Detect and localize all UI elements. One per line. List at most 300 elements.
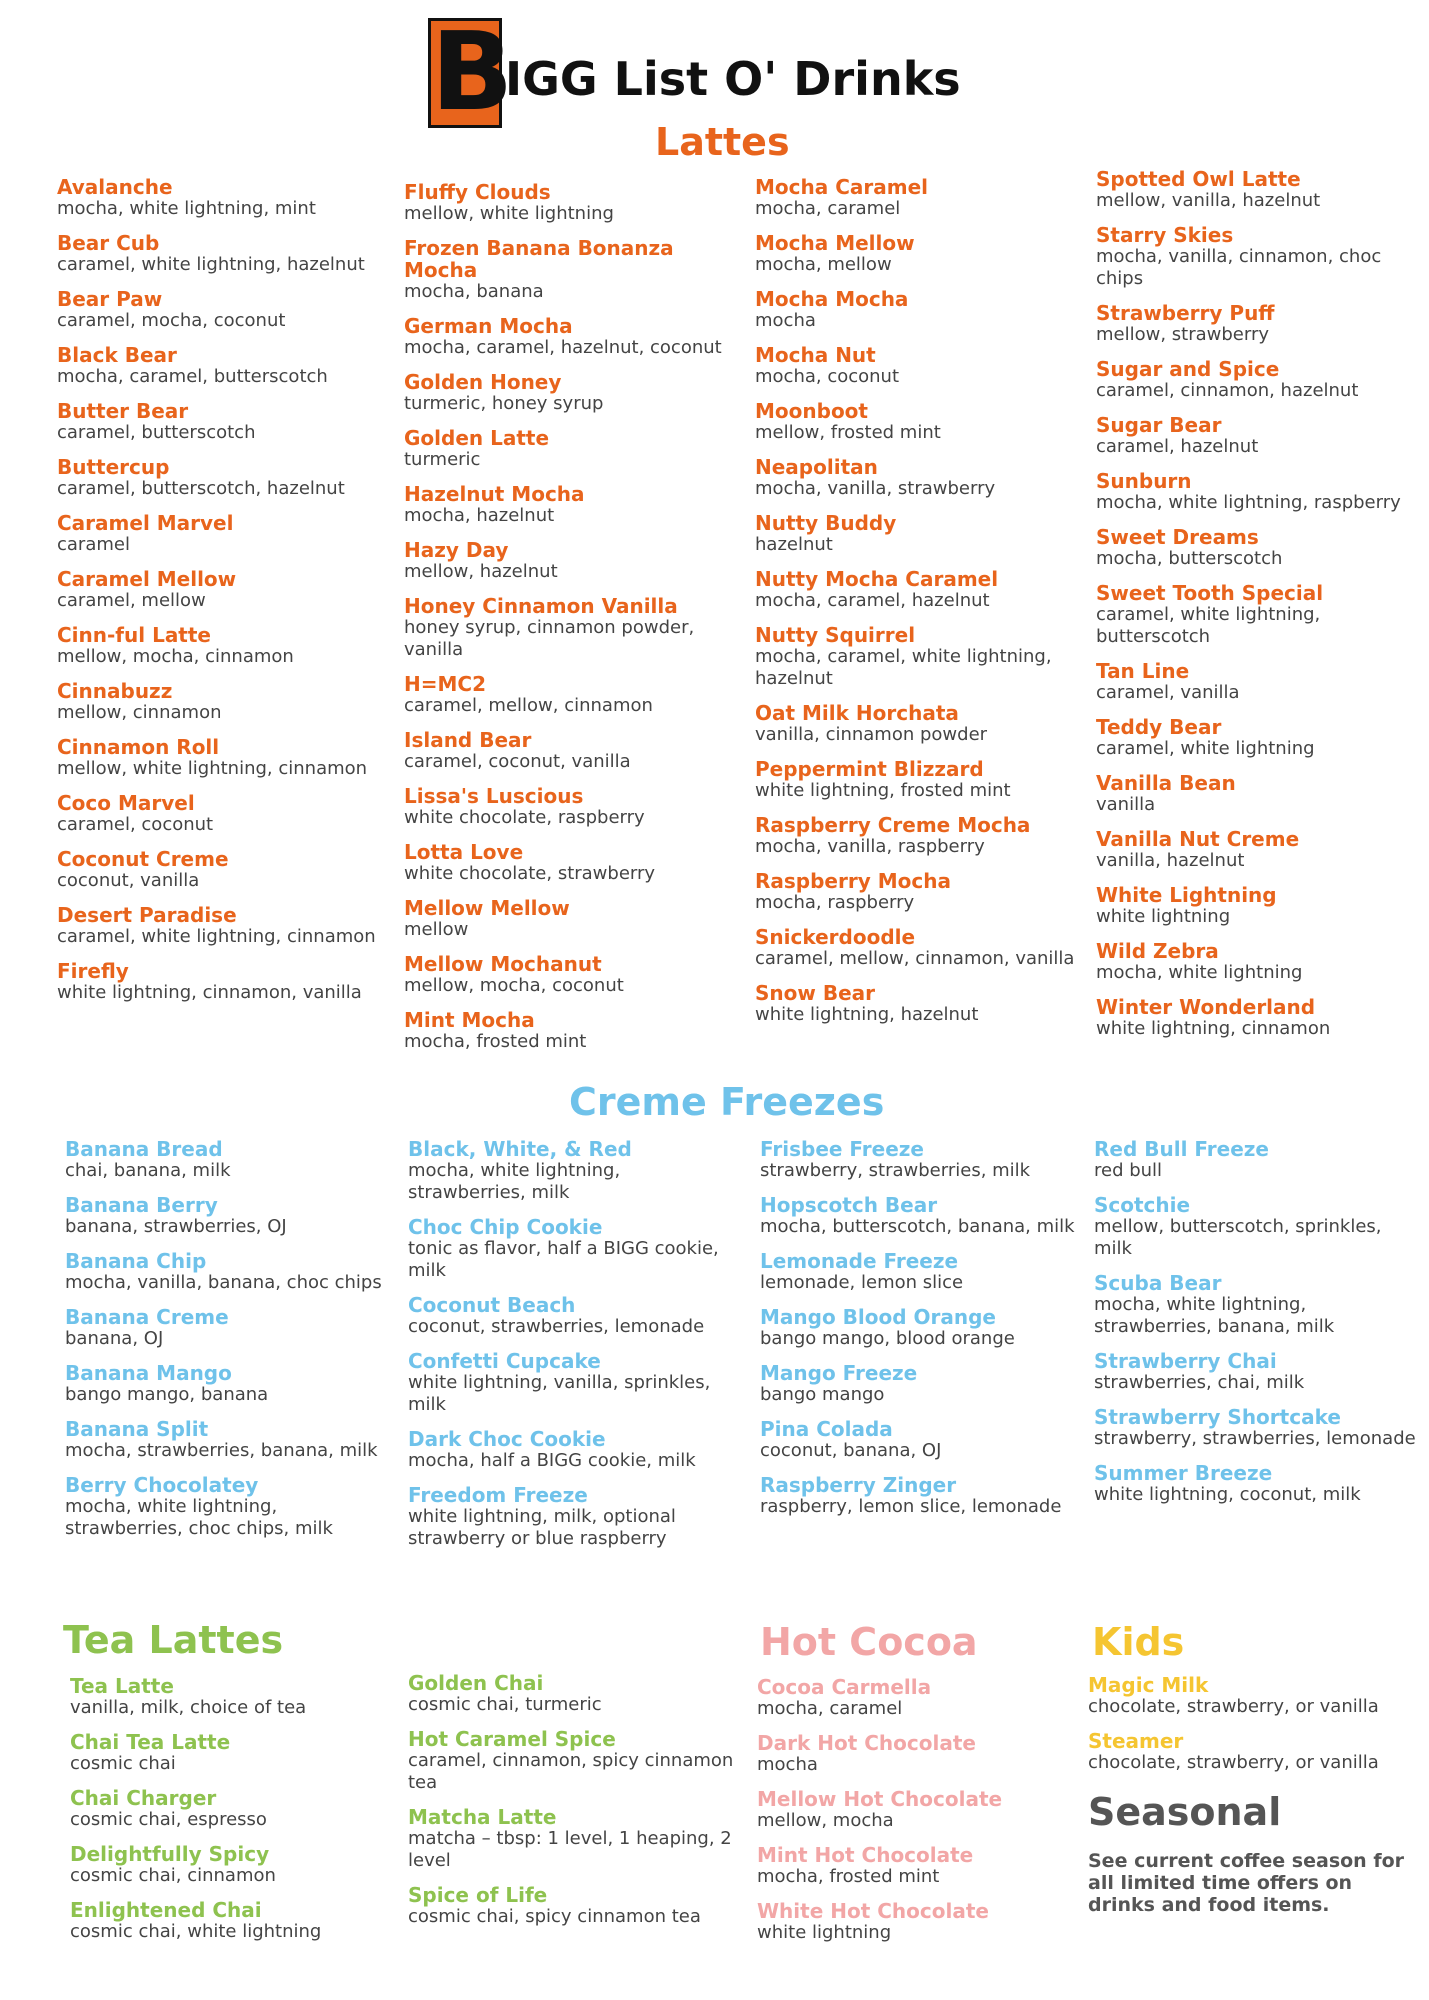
- drink-name: Summer Breeze: [1094, 1461, 1273, 1485]
- drink-ingredients: caramel, butterscotch, hazelnut: [57, 478, 345, 499]
- drink-name: Sugar Bear: [1096, 413, 1222, 437]
- drink-name: Coconut Creme: [57, 847, 229, 871]
- drink-name: Golden Latte: [404, 426, 550, 450]
- drink-ingredients: mocha: [755, 310, 816, 331]
- drink-ingredients: mellow, strawberry: [1096, 324, 1270, 345]
- drink-ingredients: mocha, caramel: [757, 1698, 903, 1719]
- drink-name: German Mocha: [404, 314, 573, 338]
- menu-item: [760, 1194, 1090, 1238]
- drink-name: Tea Latte: [70, 1674, 174, 1698]
- menu-item: [755, 870, 1085, 914]
- drink-ingredients: hazelnut: [755, 534, 833, 555]
- menu-item: [70, 1787, 400, 1831]
- drink-ingredients: mocha, frosted mint: [404, 1031, 587, 1052]
- drink-ingredients: strawberries, chai, milk: [1094, 1372, 1305, 1393]
- menu-item: [65, 1362, 395, 1406]
- drink-name: Steamer: [1088, 1729, 1184, 1753]
- menu-item: [404, 483, 734, 527]
- drink-ingredients: matcha – tbsp: 1 level, 1 heaping, 2 level: [408, 1828, 732, 1871]
- drink-ingredients: mocha, caramel, butterscotch: [57, 366, 328, 387]
- drink-name: Coconut Beach: [408, 1293, 576, 1317]
- menu-item: [1094, 1350, 1424, 1394]
- drink-ingredients: caramel, mellow, cinnamon: [404, 695, 653, 716]
- drink-name: Lissa's Luscious: [404, 784, 584, 808]
- drink-ingredients: bango mango, banana: [65, 1384, 269, 1405]
- menu-item: [404, 181, 734, 225]
- creme-freezes-heading: Creme Freezes: [569, 1080, 885, 1124]
- drink-name: Banana Creme: [65, 1305, 229, 1329]
- menu-item: [755, 568, 1085, 612]
- drink-ingredients: caramel, cinnamon, spicy cinnamon tea: [408, 1750, 734, 1793]
- menu-item: [404, 315, 734, 359]
- menu-item: [1096, 716, 1426, 760]
- drink-name: Hazelnut Mocha: [404, 482, 585, 506]
- menu-item: [760, 1138, 1090, 1182]
- menu-item: [757, 1732, 1087, 1776]
- drink-name: Starry Skies: [1096, 223, 1234, 247]
- menu-item: [755, 232, 1085, 276]
- drink-name: Caramel Mellow: [57, 567, 237, 591]
- kids-heading: Kids: [1092, 1620, 1185, 1664]
- drink-name: Fluffy Clouds: [404, 180, 551, 204]
- menu-item: [57, 568, 387, 612]
- drink-ingredients: mocha, strawberries, banana, milk: [65, 1440, 378, 1461]
- drink-name: Sugar and Spice: [1096, 357, 1280, 381]
- drink-name: Enlightened Chai: [70, 1898, 262, 1922]
- drink-name: Banana Bread: [65, 1137, 223, 1161]
- drink-ingredients: white lightning, cinnamon: [1096, 1018, 1331, 1039]
- drink-ingredients: caramel, mellow: [57, 590, 206, 611]
- drink-name: Buttercup: [57, 455, 170, 479]
- menu-item: [57, 344, 387, 388]
- drink-ingredients: vanilla, cinnamon powder: [755, 724, 988, 745]
- drink-name: Banana Mango: [65, 1361, 232, 1385]
- drink-ingredients: mocha, vanilla, strawberry: [755, 478, 996, 499]
- drink-ingredients: mocha, white lightning, strawberries, choc chips, milk: [65, 1496, 333, 1539]
- drink-ingredients: caramel, mocha, coconut: [57, 310, 286, 331]
- menu-item: [755, 702, 1085, 746]
- page-title: IGG List O' Drinks: [505, 52, 961, 106]
- drink-ingredients: caramel, coconut: [57, 814, 214, 835]
- menu-item: [70, 1731, 400, 1775]
- drink-ingredients: mocha, vanilla, cinnamon, choc chips: [1096, 246, 1382, 289]
- menu-item: [755, 814, 1085, 858]
- menu-item: [760, 1306, 1090, 1350]
- drink-name: Bear Paw: [57, 287, 163, 311]
- drink-name: Golden Chai: [408, 1671, 544, 1695]
- drink-ingredients: honey syrup, cinnamon powder, vanilla: [404, 617, 695, 660]
- drink-name: White Lightning: [1096, 883, 1277, 907]
- drink-name: Spotted Owl Latte: [1096, 167, 1301, 191]
- menu-item: [755, 288, 1085, 332]
- menu-item: [755, 176, 1085, 220]
- drink-name: Mellow Hot Chocolate: [757, 1787, 1003, 1811]
- menu-item: [57, 848, 387, 892]
- drink-name: Black Bear: [57, 343, 177, 367]
- menu-item: [1096, 414, 1426, 458]
- menu-item: [70, 1899, 400, 1943]
- drink-name: Avalanche: [57, 175, 173, 199]
- drink-ingredients: caramel, mellow, cinnamon, vanilla: [755, 948, 1075, 969]
- drink-ingredients: mocha, white lightning, raspberry: [1096, 492, 1401, 513]
- menu-item: [404, 729, 734, 773]
- drink-name: Magic Milk: [1088, 1673, 1209, 1697]
- drink-ingredients: mocha, caramel, white lightning, hazelnut: [755, 646, 1052, 689]
- menu-item: [1096, 772, 1426, 816]
- drink-ingredients: mocha, banana: [404, 281, 544, 302]
- menu-item: [65, 1418, 395, 1462]
- drink-ingredients: mellow, white lightning: [404, 203, 614, 224]
- drink-name: Oat Milk Horchata: [755, 701, 959, 725]
- drink-ingredients: cosmic chai, white lightning: [70, 1921, 322, 1942]
- drink-name: Mint Mocha: [404, 1008, 535, 1032]
- drink-ingredients: mocha, half a BIGG cookie, milk: [408, 1450, 696, 1471]
- menu-item: [404, 897, 734, 941]
- tea-column-2: [408, 1672, 738, 1940]
- drink-name: Confetti Cupcake: [408, 1349, 601, 1373]
- drink-name: Firefly: [57, 959, 129, 983]
- drink-ingredients: mocha, butterscotch, banana, milk: [760, 1216, 1075, 1237]
- menu-item: [408, 1728, 738, 1794]
- drink-name: Lotta Love: [404, 840, 524, 864]
- drink-name: Matcha Latte: [408, 1805, 557, 1829]
- drink-name: Mocha Caramel: [755, 175, 928, 199]
- drink-name: Mint Hot Chocolate: [757, 1843, 974, 1867]
- drink-ingredients: chocolate, strawberry, or vanilla: [1088, 1696, 1379, 1717]
- drink-name: Wild Zebra: [1096, 939, 1219, 963]
- drink-name: Snow Bear: [755, 981, 875, 1005]
- drink-name: Winter Wonderland: [1096, 995, 1316, 1019]
- menu-item: [1094, 1138, 1424, 1182]
- menu-item: [57, 232, 387, 276]
- drink-name: Teddy Bear: [1096, 715, 1222, 739]
- lattes-column-2: [404, 181, 734, 1065]
- drink-name: Banana Chip: [65, 1249, 207, 1273]
- drink-name: Choc Chip Cookie: [408, 1215, 603, 1239]
- menu-item: [57, 736, 387, 780]
- lattes-heading: Lattes: [655, 120, 790, 164]
- drink-name: Coco Marvel: [57, 791, 195, 815]
- drink-ingredients: white lightning, vanilla, sprinkles, milk: [408, 1372, 711, 1415]
- drink-ingredients: mellow, butterscotch, sprinkles, milk: [1094, 1216, 1382, 1259]
- drink-ingredients: mocha, raspberry: [755, 892, 915, 913]
- drink-name: Moonboot: [755, 399, 868, 423]
- drink-ingredients: raspberry, lemon slice, lemonade: [760, 1496, 1062, 1517]
- drink-name: Bear Cub: [57, 231, 160, 255]
- drink-ingredients: white chocolate, raspberry: [404, 807, 645, 828]
- menu-item: [1088, 1730, 1418, 1774]
- menu-item: [408, 1138, 738, 1204]
- drink-ingredients: coconut, strawberries, lemonade: [408, 1316, 705, 1337]
- drink-ingredients: mellow, frosted mint: [755, 422, 941, 443]
- drink-name: Freedom Freeze: [408, 1483, 588, 1507]
- drink-name: Dark Hot Chocolate: [757, 1731, 976, 1755]
- menu-item: [65, 1194, 395, 1238]
- drink-name: Chai Charger: [70, 1786, 217, 1810]
- drink-ingredients: vanilla, milk, choice of tea: [70, 1697, 307, 1718]
- menu-item: [1096, 884, 1426, 928]
- menu-item: [408, 1216, 738, 1282]
- menu-item: [1096, 828, 1426, 872]
- creme-column-2: [408, 1138, 738, 1562]
- drink-ingredients: mellow, mocha, coconut: [404, 975, 624, 996]
- drink-ingredients: mocha, white lightning, mint: [57, 198, 316, 219]
- drink-name: Banana Berry: [65, 1193, 218, 1217]
- menu-item: [65, 1138, 395, 1182]
- drink-name: Strawberry Shortcake: [1094, 1405, 1341, 1429]
- drink-ingredients: caramel: [57, 534, 130, 555]
- lattes-column-1: [57, 176, 387, 1016]
- drink-ingredients: coconut, vanilla: [57, 870, 200, 891]
- drink-ingredients: coconut, banana, OJ: [760, 1440, 942, 1461]
- menu-item: [1096, 302, 1426, 346]
- drink-name: Hazy Day: [404, 538, 509, 562]
- drink-ingredients: mocha, white lightning: [1096, 962, 1303, 983]
- drink-ingredients: white lightning: [757, 1922, 892, 1943]
- drink-name: Nutty Mocha Caramel: [755, 567, 999, 591]
- drink-ingredients: white chocolate, strawberry: [404, 863, 656, 884]
- drink-ingredients: cosmic chai, spicy cinnamon tea: [408, 1906, 701, 1927]
- drink-ingredients: mellow: [404, 919, 469, 940]
- drink-name: Delightfully Spicy: [70, 1842, 270, 1866]
- menu-item: [755, 512, 1085, 556]
- menu-item: [65, 1306, 395, 1350]
- menu-item: [1094, 1462, 1424, 1506]
- menu-item: [404, 595, 734, 661]
- drink-ingredients: mocha, butterscotch: [1096, 548, 1283, 569]
- drink-name: Mango Blood Orange: [760, 1305, 996, 1329]
- menu-item: [404, 785, 734, 829]
- drink-name: Strawberry Puff: [1096, 301, 1275, 325]
- drink-ingredients: cosmic chai, turmeric: [408, 1694, 602, 1715]
- drink-name: Sunburn: [1096, 469, 1192, 493]
- drink-ingredients: chai, banana, milk: [65, 1160, 231, 1181]
- drink-ingredients: white lightning, frosted mint: [755, 780, 1011, 801]
- menu-item: [57, 456, 387, 500]
- drink-ingredients: caramel, butterscotch: [57, 422, 256, 443]
- drink-ingredients: mellow, cinnamon: [57, 702, 222, 723]
- drink-ingredients: caramel, coconut, vanilla: [404, 751, 631, 772]
- drink-ingredients: banana, strawberries, OJ: [65, 1216, 287, 1237]
- logo-letter: B: [431, 10, 514, 135]
- lattes-column-3: [755, 176, 1085, 1038]
- drink-name: Cinn-ful Latte: [57, 623, 211, 647]
- drink-ingredients: mocha, white lightning, strawberries, banana, milk: [1094, 1294, 1335, 1337]
- drink-ingredients: white lightning, coconut, milk: [1094, 1484, 1361, 1505]
- creme-column-1: [65, 1138, 395, 1552]
- menu-item: [404, 953, 734, 997]
- drink-ingredients: cosmic chai: [70, 1753, 176, 1774]
- menu-item: [1096, 358, 1426, 402]
- kids-column: [1088, 1674, 1418, 1786]
- creme-column-3: [760, 1138, 1090, 1530]
- menu-item: [755, 926, 1085, 970]
- drink-name: Nutty Squirrel: [755, 623, 916, 647]
- menu-item: [760, 1250, 1090, 1294]
- menu-item: [1096, 168, 1426, 212]
- menu-item: [57, 512, 387, 556]
- drink-name: Neapolitan: [755, 455, 878, 479]
- creme-column-4: [1094, 1138, 1424, 1518]
- drink-ingredients: mocha, coconut: [755, 366, 900, 387]
- drink-ingredients: mocha, hazelnut: [404, 505, 555, 526]
- drink-ingredients: mellow, mocha, cinnamon: [57, 646, 294, 667]
- drink-ingredients: mocha, frosted mint: [757, 1866, 940, 1887]
- drink-ingredients: mocha: [757, 1754, 818, 1775]
- drink-name: Mango Freeze: [760, 1361, 918, 1385]
- menu-item: [1096, 996, 1426, 1040]
- drink-name: Banana Split: [65, 1417, 209, 1441]
- drink-name: Sweet Tooth Special: [1096, 581, 1324, 605]
- menu-item: [57, 400, 387, 444]
- hot-cocoa-heading: Hot Cocoa: [760, 1620, 978, 1664]
- drink-name: Cinnamon Roll: [57, 735, 220, 759]
- drink-name: Cocoa Carmella: [757, 1675, 932, 1699]
- drink-ingredients: vanilla, hazelnut: [1096, 850, 1245, 871]
- menu-item: [760, 1474, 1090, 1518]
- drink-name: Caramel Marvel: [57, 511, 234, 535]
- drink-name: Hopscotch Bear: [760, 1193, 938, 1217]
- menu-item: [1096, 582, 1426, 648]
- menu-item: [65, 1250, 395, 1294]
- menu-item: [757, 1900, 1087, 1944]
- menu-item: [57, 288, 387, 332]
- drink-ingredients: caramel, cinnamon, hazelnut: [1096, 380, 1359, 401]
- menu-item: [408, 1350, 738, 1416]
- drink-name: Strawberry Chai: [1094, 1349, 1277, 1373]
- drink-name: Raspberry Mocha: [755, 869, 951, 893]
- drink-ingredients: strawberry, strawberries, lemonade: [1094, 1428, 1416, 1449]
- menu-item: [1094, 1272, 1424, 1338]
- menu-item: [1096, 526, 1426, 570]
- drink-ingredients: banana, OJ: [65, 1328, 164, 1349]
- drink-ingredients: caramel, white lightning, butterscotch: [1096, 604, 1321, 647]
- lattes-column-4: [1096, 168, 1426, 1052]
- drink-ingredients: caramel, white lightning, hazelnut: [57, 254, 365, 275]
- drink-name: Island Bear: [404, 728, 532, 752]
- drink-ingredients: strawberry, strawberries, milk: [760, 1160, 1031, 1181]
- drink-ingredients: vanilla: [1096, 794, 1156, 815]
- menu-item: [404, 539, 734, 583]
- drink-ingredients: red bull: [1094, 1160, 1163, 1181]
- drink-ingredients: cosmic chai, espresso: [70, 1809, 267, 1830]
- menu-item: [408, 1806, 738, 1872]
- drink-name: Vanilla Nut Creme: [1096, 827, 1300, 851]
- drink-name: Golden Honey: [404, 370, 562, 394]
- menu-item: [1096, 470, 1426, 514]
- drink-name: Black, White, & Red: [408, 1137, 632, 1161]
- drink-name: Honey Cinnamon Vanilla: [404, 594, 678, 618]
- menu-item: [57, 960, 387, 1004]
- menu-item: [408, 1672, 738, 1716]
- hot-cocoa-column: [757, 1676, 1087, 1956]
- drink-ingredients: lemonade, lemon slice: [760, 1272, 964, 1293]
- drink-ingredients: white lightning, hazelnut: [755, 1004, 979, 1025]
- drink-ingredients: turmeric: [404, 449, 481, 470]
- menu-item: [70, 1843, 400, 1887]
- menu-item: [755, 344, 1085, 388]
- drink-ingredients: turmeric, honey syrup: [404, 393, 604, 414]
- drink-ingredients: mellow, white lightning, cinnamon: [57, 758, 368, 779]
- drink-name: Sweet Dreams: [1096, 525, 1259, 549]
- drink-name: H=MC2: [404, 672, 486, 696]
- drink-ingredients: bango mango, blood orange: [760, 1328, 1015, 1349]
- tea-lattes-heading: Tea Lattes: [63, 1618, 284, 1662]
- menu-item: [1088, 1674, 1418, 1718]
- menu-item: [408, 1884, 738, 1928]
- menu-item: [1094, 1194, 1424, 1260]
- drink-name: Mocha Mellow: [755, 231, 915, 255]
- drink-name: Scotchie: [1094, 1193, 1191, 1217]
- drink-ingredients: cosmic chai, cinnamon: [70, 1865, 276, 1886]
- drink-ingredients: mellow, vanilla, hazelnut: [1096, 190, 1321, 211]
- drink-name: Frozen Banana Bonanza Mocha: [404, 236, 674, 282]
- drink-name: Berry Chocolatey: [65, 1473, 259, 1497]
- bigg-logo: [428, 10, 514, 135]
- drink-ingredients: mocha, caramel, hazelnut: [755, 590, 990, 611]
- drink-name: Lemonade Freeze: [760, 1249, 959, 1273]
- drink-name: Tan Line: [1096, 659, 1190, 683]
- drink-name: Raspberry Zinger: [760, 1473, 957, 1497]
- menu-item: [1094, 1406, 1424, 1450]
- drink-ingredients: caramel, hazelnut: [1096, 436, 1259, 457]
- menu-item: [404, 371, 734, 415]
- menu-item: [757, 1844, 1087, 1888]
- drink-ingredients: mocha, mellow: [755, 254, 892, 275]
- menu-item: [1096, 940, 1426, 984]
- drink-name: Peppermint Blizzard: [755, 757, 984, 781]
- menu-item: [755, 624, 1085, 690]
- menu-item: [408, 1428, 738, 1472]
- drink-ingredients: mocha, vanilla, raspberry: [755, 836, 985, 857]
- drink-name: Butter Bear: [57, 399, 189, 423]
- drink-name: Frisbee Freeze: [760, 1137, 924, 1161]
- drink-ingredients: white lightning: [1096, 906, 1231, 927]
- menu-item: [760, 1418, 1090, 1462]
- menu-item: [57, 680, 387, 724]
- drink-name: Chai Tea Latte: [70, 1730, 231, 1754]
- drink-ingredients: mocha, caramel: [755, 198, 901, 219]
- menu-item: [70, 1675, 400, 1719]
- menu-item: [757, 1788, 1087, 1832]
- drink-name: Spice of Life: [408, 1883, 548, 1907]
- menu-item: [755, 758, 1085, 802]
- drink-ingredients: white lightning, milk, optional strawberry or blue raspberry: [408, 1506, 676, 1549]
- drink-ingredients: tonic as flavor, half a BIGG cookie, milk: [408, 1238, 719, 1281]
- drink-name: Hot Caramel Spice: [408, 1727, 616, 1751]
- drink-name: Snickerdoodle: [755, 925, 916, 949]
- drink-name: Red Bull Freeze: [1094, 1137, 1269, 1161]
- drink-name: Mellow Mochanut: [404, 952, 602, 976]
- drink-name: Raspberry Creme Mocha: [755, 813, 1031, 837]
- drink-name: Nutty Buddy: [755, 511, 897, 535]
- menu-item: [57, 624, 387, 668]
- menu-item: [755, 982, 1085, 1026]
- drink-name: Dark Choc Cookie: [408, 1427, 606, 1451]
- seasonal-note: See current coffee season for all limited time offers on drinks and food items.: [1088, 1850, 1405, 1916]
- menu-item: [408, 1484, 738, 1550]
- menu-item: [760, 1362, 1090, 1406]
- drink-name: White Hot Chocolate: [757, 1899, 989, 1923]
- drink-ingredients: mellow, mocha: [757, 1810, 894, 1831]
- menu-item: [404, 427, 734, 471]
- menu-item: [57, 176, 387, 220]
- drink-name: Pina Colada: [760, 1417, 893, 1441]
- menu-item: [755, 400, 1085, 444]
- menu-item: [408, 1294, 738, 1338]
- menu-item: [65, 1474, 395, 1540]
- menu-item: [404, 237, 734, 303]
